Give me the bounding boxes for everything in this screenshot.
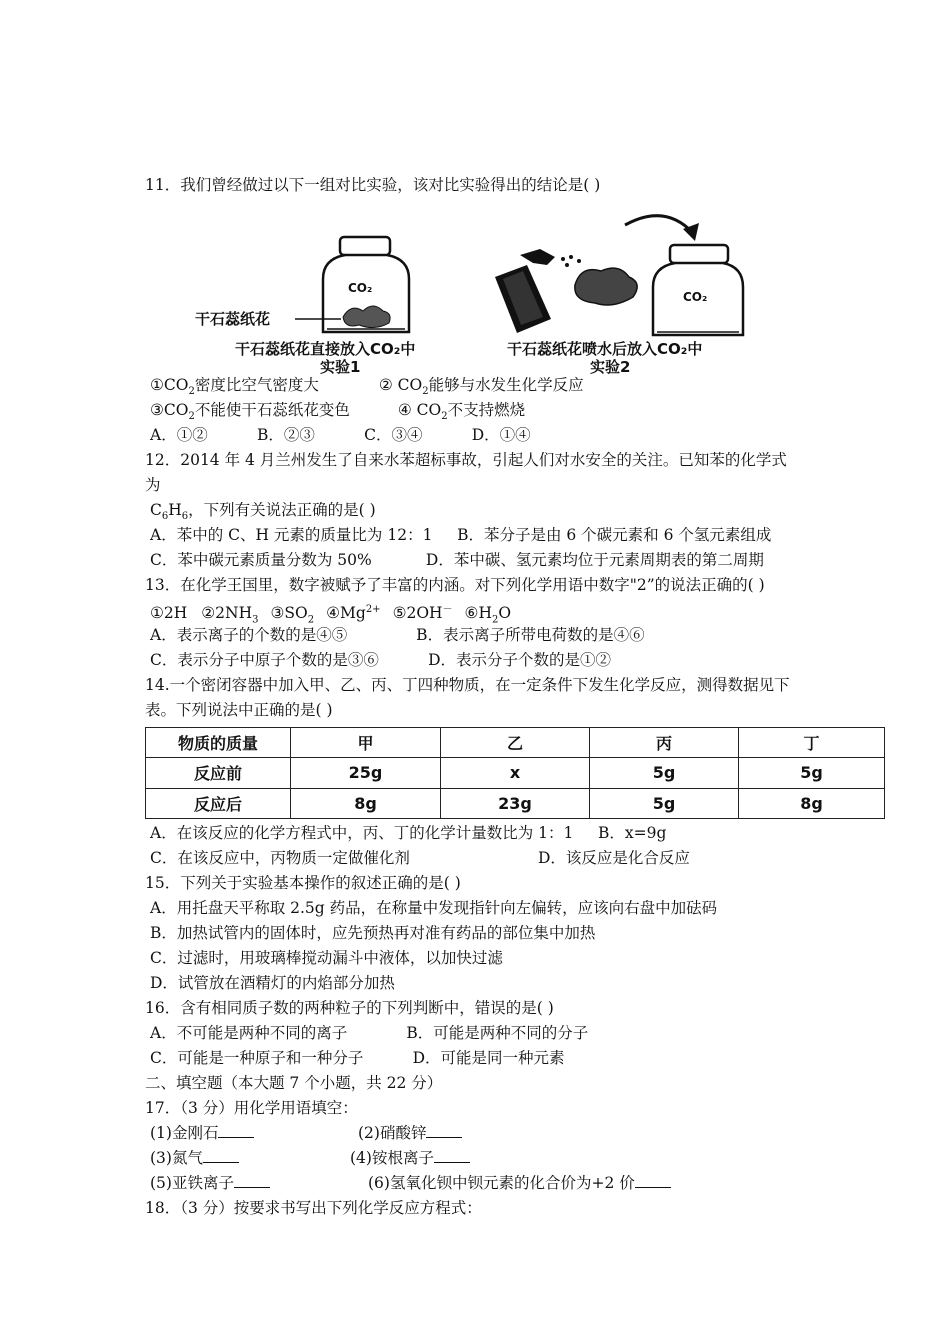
q14-line1: 14.一个密闭容器中加入甲、乙、丙、丁四种物质，在一定条件下发生化学反应，测得数据见下 [145,676,790,694]
answer-blank[interactable] [234,1173,270,1188]
paper-flower-icon [343,306,390,328]
q13-options-cd: C．表示分子中原子个数的是③⑥ D．表示分子个数的是①② [150,651,612,669]
table-cell: 25g [291,758,441,788]
jar1-co2-label: CO₂ [348,281,373,295]
caption-experiment1-label: 实验1 [320,358,361,376]
table-header-cell: 丁 [739,728,885,758]
q12-options-cd: C．苯中碳元素质量分数为 50% D．苯中碳、氢元素均位于元素周期表的第二周期 [150,551,764,569]
q16-options-cd: C．可能是一种原子和一种分子 D．可能是同一种元素 [150,1049,565,1067]
q12-options-ab: A．苯中的 C、H 元素的质量比为 12：1 B．苯分子是由 6 个碳元素和 6 个氢元素组成 [150,526,772,544]
table-cell: 23g [441,788,590,818]
answer-blank[interactable] [218,1123,254,1138]
q14-line2: 表。下列说法中正确的是( ) [145,701,333,719]
q17-row1: (1)金刚石 (2)硝酸锌 [150,1123,462,1143]
section-heading: 二、填空题（本大题 7 个小题，共 22 分） [145,1074,443,1092]
table-header-cell: 乙 [441,728,590,758]
jar2-co2-label: CO₂ [683,290,708,304]
q11-stem: 11．我们曾经做过以下一组对比实验，该对比实验得出的结论是( ) [145,176,601,194]
answer-blank[interactable] [426,1123,462,1138]
q14-options-ab: A．在该反应的化学方程式中，丙、丁的化学计量数比为 1：1 B．x=9g [150,824,667,842]
answer-blank[interactable] [434,1148,470,1163]
table-header-cell: 丙 [590,728,739,758]
caption-experiment2-label: 实验2 [590,358,631,376]
table-cell: 8g [739,788,885,818]
q16-options-ab: A．不可能是两种不同的离子 B．可能是两种不同的分子 [150,1024,589,1042]
caption-experiment2: 干石蕊纸花喷水后放入CO₂中 [507,340,703,358]
q15-option-d: D．试管放在酒精灯的内焰部分加热 [150,974,395,992]
q12-line3: $C_6H_6$，下列有关说法正确的是( ) [150,501,376,523]
q17-stem: 17．（3 分）用化学用语填空： [145,1099,358,1117]
spray-dots-icon [561,255,581,267]
caption-experiment1: 干石蕊纸花直接放入CO₂中 [235,340,416,358]
q14-mass-table [145,727,885,819]
q15-option-c: C．过滤时，用玻璃棒搅动漏斗中液体，以加快过滤 [150,949,503,967]
spray-bottle-icon [495,249,555,333]
q13-options-ab: A．表示离子的个数的是④⑤ B．表示离子所带电荷数的是④⑥ [150,626,645,644]
q18-stem: 18．（3 分）按要求书写出下列化学反应方程式： [145,1199,482,1217]
table-cell: 5g [590,788,739,818]
q17-row3: (5)亚铁离子 (6)氢氧化钡中钡元素的化合价为+2 价 [150,1173,671,1193]
table-header-row [146,728,885,758]
q11-options-row1: $①CO_2$密度比空气密度大 ② $CO_2$能够与水发生化学反应 [150,376,584,398]
q13-symbols: ①2H $②2NH_3$ $③SO_2$ $④Mg^{2+}$ ⑤2OH－ $⑥H_2O$ [150,604,512,626]
answer-blank[interactable] [203,1148,239,1163]
q11-options-row2: $③CO_2$不能使干石蕊纸花变色 ④ $CO_2$不支持燃烧 [150,401,526,423]
table-cell: 反应前 [146,758,291,788]
table-header-cell: 甲 [291,728,441,758]
q17-row2: (3)氮气 (4)铵根离子 [150,1148,470,1168]
q15-option-b: B．加热试管内的固体时，应先预热再对准有药品的部位集中加热 [150,924,596,942]
q15-option-a: A．用托盘天平称取 2.5g 药品，在称量中发现指针向左偏转，应该向右盘中加砝码 [150,899,718,917]
q14-options-cd: C．在该反应中，丙物质一定做催化剂 D．该反应是化合反应 [150,849,690,867]
table-header-cell: 物质的质量 [146,728,291,758]
q12-line1: 12．2014 年 4 月兰州发生了自来水苯超标事故，引起人们对水安全的关注。已知苯的化学式 [145,451,787,469]
table-cell: 5g [590,758,739,788]
paper-flower-label: 干石蕊纸花 [195,310,271,328]
table-cell: 8g [291,788,441,818]
curved-arrow-icon [625,216,699,241]
q11-experiment-figure [195,207,785,377]
answer-blank[interactable] [635,1173,671,1188]
q15-stem: 15．下列关于实验基本操作的叙述正确的是( ) [145,874,461,892]
q11-choices: A．①② B．②③ C．③④ D．①④ [150,426,531,444]
table-cell: x [441,758,590,788]
q16-stem: 16．含有相同质子数的两种粒子的下列判断中，错误的是( ) [145,999,554,1017]
wet-paper-flower-icon [575,268,637,305]
table-cell: 5g [739,758,885,788]
table-row [146,788,885,818]
table-row [146,758,885,788]
table-cell: 反应后 [146,788,291,818]
q13-stem: 13．在化学王国里，数字被赋予了丰富的内涵。对下列化学用语中数字"2”的说法正确的( ) [145,576,765,594]
q12-line2: 为 [145,476,161,494]
